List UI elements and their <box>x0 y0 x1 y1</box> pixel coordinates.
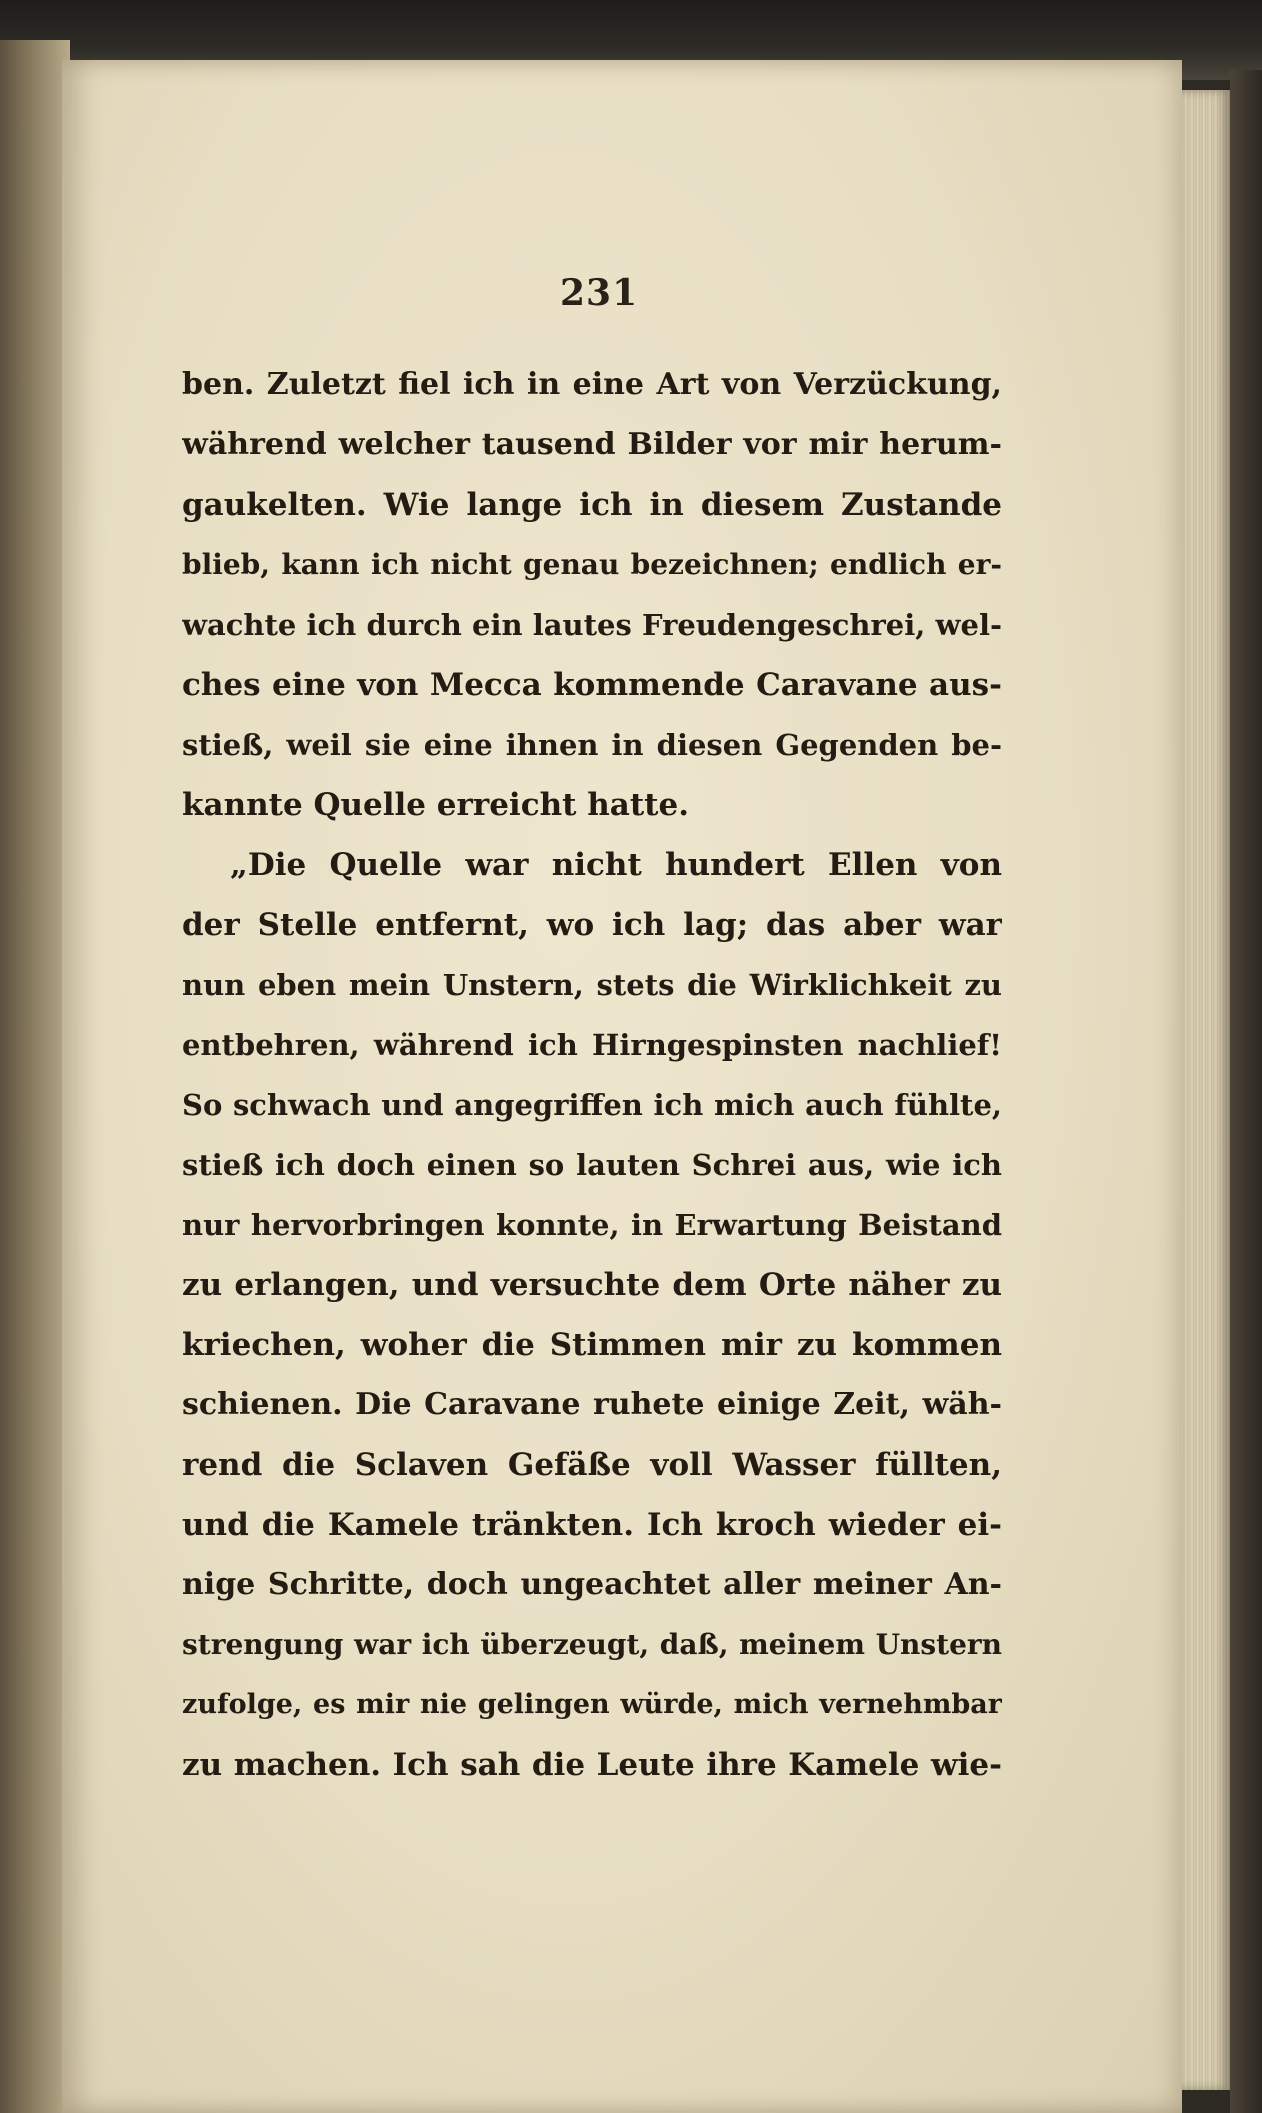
facing-page-edge <box>0 40 70 2113</box>
text-line: So schwach und angegriffen ich mich auch fühlte, <box>182 1088 1002 1122</box>
book-cover-right <box>1230 70 1262 2113</box>
text-line: blieb, kann ich nicht genau bezeichnen; endlich er- <box>182 548 1002 581</box>
text-line: kannte Quelle erreicht hatte. <box>182 787 690 823</box>
text-line: schienen. Die Caravane ruhete einige Zeit, wäh- <box>182 1387 1002 1422</box>
text-line: stieß, weil sie eine ihnen in diesen Gegenden be- <box>182 728 1002 762</box>
text-line: stieß ich doch einen so lauten Schrei aus, wie ich <box>182 1148 1002 1182</box>
text-line: während welcher tausend Bilder vor mir herum- <box>182 427 1002 462</box>
text-line: nur hervorbringen konnte, in Erwartung Beistand <box>182 1208 1002 1242</box>
text-line: kriechen, woher die Stimmen mir zu kommen <box>182 1327 1002 1363</box>
text-line: zufolge, es mir nie gelingen würde, mich vernehmbar <box>182 1689 1002 1720</box>
text-line: und die Kamele tränkten. Ich kroch wieder ei- <box>182 1507 1002 1543</box>
text-line: zu machen. Ich sah die Leute ihre Kamele wie- <box>182 1747 1002 1783</box>
text-line: ches eine von Mecca kommende Caravane aus- <box>182 667 1002 703</box>
text-line: zu erlangen, und versuchte dem Orte näher zu <box>182 1267 1002 1303</box>
text-line: gaukelten. Wie lange ich in diesem Zustande <box>182 487 1002 523</box>
text-line: rend die Sclaven Gefäße voll Wasser füllten, <box>182 1447 1002 1483</box>
text-line: nun eben mein Unstern, stets die Wirklichkeit zu <box>182 968 1002 1002</box>
text-line: der Stelle entfernt, wo ich lag; das aber war <box>182 907 1002 943</box>
text-line: strengung war ich überzeugt, daß, meinem Unstern <box>182 1628 1002 1661</box>
body-text <box>182 355 1002 1795</box>
text-line: „Die Quelle war nicht hundert Ellen von <box>230 847 1002 883</box>
text-line: nige Schritte, doch ungeachtet aller meiner An- <box>182 1567 1002 1602</box>
text-line: entbehren, während ich Hirngespinsten nachlief! <box>182 1028 1002 1062</box>
page-number: 231 <box>560 272 639 314</box>
page-stack-edge <box>1182 90 1230 2090</box>
text-line: ben. Zuletzt fiel ich in eine Art von Verzückung, <box>182 367 1002 402</box>
text-line: wachte ich durch ein lautes Freudengeschrei, wel- <box>182 608 1002 642</box>
